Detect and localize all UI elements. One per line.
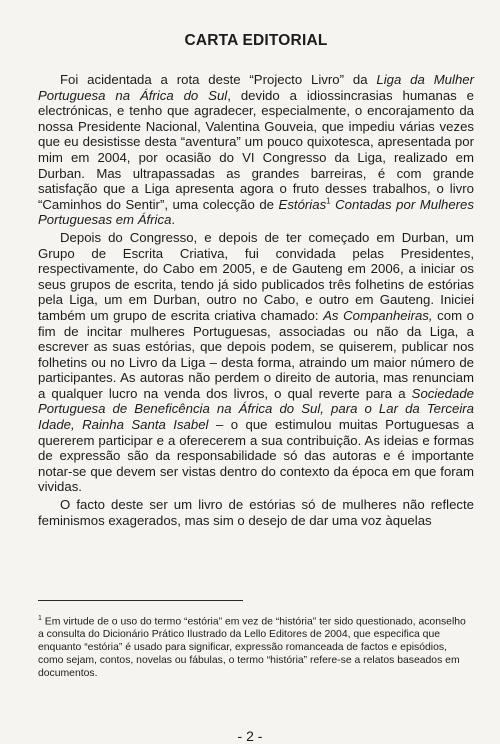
paragraph-3: O facto deste ser um livro de estórias só de mulheres não reflecte feminismos exagerados, mas sim o desejo de dar uma voz àquelas <box>38 497 474 528</box>
paragraph-1 <box>38 72 474 228</box>
footnote <box>38 612 468 680</box>
p1-text-c: , devido a idiossincrasias humanas e electrónicas, e tenho que agradecer, especialmente, o encorajamento da nossa Presidente Nacional, Valentina Gouveia, que impediu várias vezes que eu desistisse desta “aventura” um pouco quixotesca, apresentada por mim em 2004, por ocasião do VI Congresso da Liga, realizado em Durban. Mas ultrapassadas as grandes barreiras, é com grande satisfação que a Liga apresenta agora o fruto desses trabalhos, o livro “Caminhos do Sentir”, uma colecção de <box>38 87 475 212</box>
page-title: CARTA EDITORIAL <box>184 32 328 49</box>
footnote-marker: 1 <box>38 615 42 622</box>
p2-group-name: As Companheiras, <box>323 307 433 323</box>
footnote-text: Em virtude de o uso do termo “estória” em vez de “história” ter sido questionado, aconselho a consulta do Dicionário Prático Ilustrado da Lello Editores de 2004, que especifica que enquanto “estória” é usado para significar, expressão romanceada de factos e episódios, como sejam, contos, novelas ou fábulas, o termo “história” refere-se a relatos baseados em documentos. <box>38 616 466 680</box>
paragraph-2 <box>38 230 474 495</box>
p2-text-c: com o fim de incitar mulheres Portuguesas, associadas ou não da Liga, a escrever as suas estórias, que depois podem, se quiserem, publicar nos folhetins ou no Livro da Liga – desta forma, atraindo um maior número de participantes. As autoras não perdem o direito de autoria, mas renunciam a qualquer lucro na venda dos livros, o qual reverte para a <box>38 307 475 401</box>
p2-text-a: Depois do Congresso, e depois de ter começado em Durban, um Grupo de Escrita Criativa, fui convidada pelas Presidentes, respectivamente, do Cabo em 2005, e de Gauteng em 2006, a iniciar os seus grupos de escrita, tendo já sido publicados três folhetins de estórias pela Liga, um em Durban, outro no Cabo, e outro em Gauteng. Iniciei também um grupo de escrita criativa chamado: <box>38 229 474 323</box>
p1-estorias: Estórias <box>278 196 327 212</box>
p2-society-name: Sociedade Portuguesa de Beneficência na África do Sul, para o Lar da Terceira Idade, Rainha Santa Isabel <box>38 385 474 433</box>
p2-text-e: – o que estimulou muitas Portuguesas a quererem participar e a oferecerem a sua contribuição. As ideias e formas de expressão são da responsabilidade só das autoras e é importante notar-se que devem ser vistas dentro do contexto da época em que foram vividas. <box>38 417 474 495</box>
p1-text-f: . <box>171 212 176 228</box>
page-body <box>38 28 474 530</box>
p1-book-subtitle: Contadas por Mulheres Portuguesas em África <box>38 196 474 228</box>
footnote-marker-ref: 1 <box>326 196 331 206</box>
footnote-divider <box>38 600 243 601</box>
p1-text-a: Foi acidentada a rota deste “Projecto Livro” da <box>60 72 377 87</box>
p1-liga-name: Liga da Mulher Portuguesa na África do Sul <box>38 72 475 103</box>
page-number: - 2 - <box>237 728 263 744</box>
